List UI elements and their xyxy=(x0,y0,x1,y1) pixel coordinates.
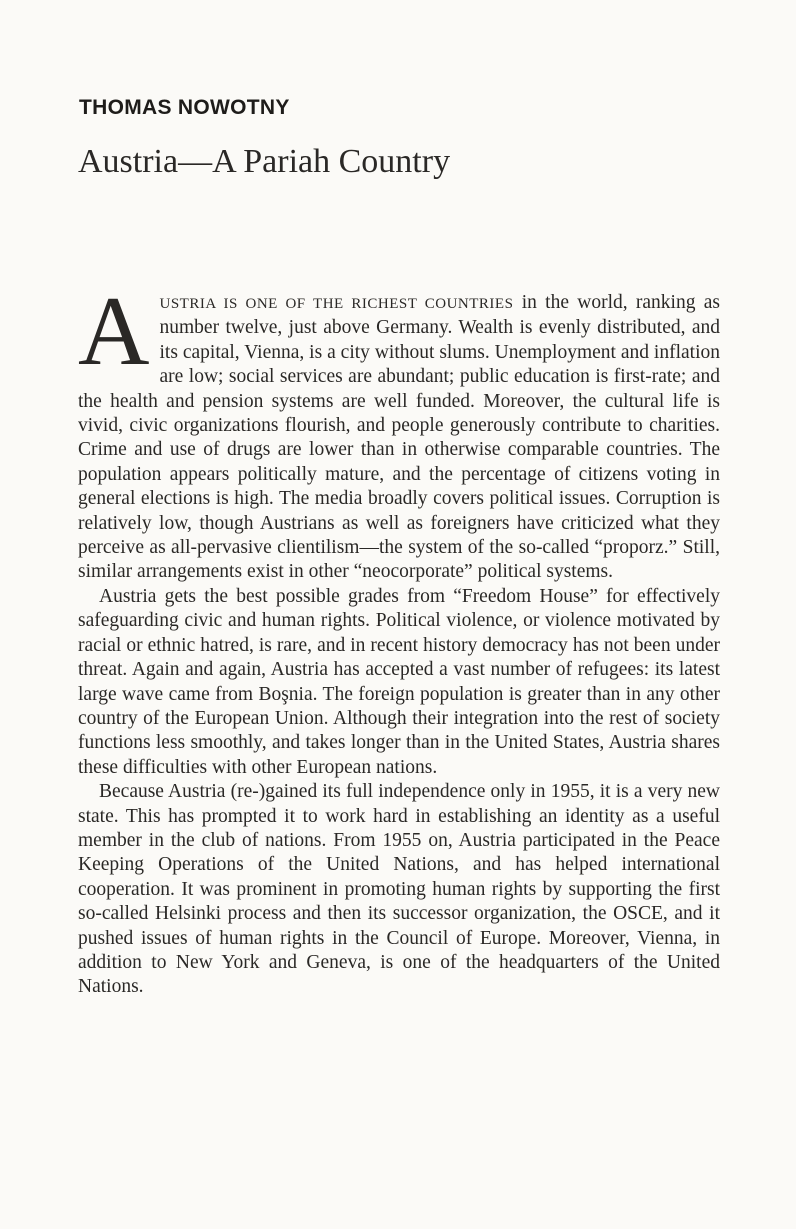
article-title: Austria—A Pariah Country xyxy=(78,143,451,180)
lead-smallcaps: USTRIA IS ONE OF THE RICHEST COUNTRIES xyxy=(159,296,514,312)
paragraph-1 xyxy=(78,277,720,585)
paragraph-2: Austria gets the best possible grades from “Freedom House” for effectively safeguarding civic and human rights. Political violence, or violence motivated by racial or ethnic hatred, is rare, and in recent history democracy has not been under threat. Again and again, Austria has accepted a vast number of refugees: its latest large wave came from Boşnia. The foreign population is greater than in any other country of the European Union. Although their integration into the rest of society functions less smoothly, and takes longer than in the United States, Austria shares these difficulties with other European nations. xyxy=(78,585,720,778)
article-body xyxy=(78,277,720,1000)
author-name: THOMAS NOWOTNY xyxy=(79,96,290,119)
paragraph-1-text: in the world, ranking as number twelve, just above Germany. Wealth is evenly distributed, and its capital, Vienna, is a city without slums. Unemployment and inflation are low; social services are abundant; public education is first-rate; and the health and pension systems are well funded. Moreover, the cultural life is vivid, civic organizations flourish, and people generously contribute to charities. Crime and use of drugs are lower than in otherwise comparable countries. The population appears politically mature, and the percentage of citizens voting in general elections is high. The media broadly covers political issues. Corruption is relatively low, though Austrians as well as foreigners have criticized what they perceive as all-pervasive clientilism—the system of the so-called “proporz.” Still, similar arrangements exist in other “neocorporate” political systems. xyxy=(78,292,720,583)
drop-cap: A xyxy=(78,277,150,386)
paragraph-3: Because Austria (re-)gained its full independence only in 1955, it is a very new state. This has prompted it to work hard in establishing an identity as a useful member in the club of nations. From 1955 on, Austria participated in the Peace Keeping Operations of the United Nations, and has helped international cooperation. It was prominent in promoting human rights by supporting the first so-called Helsinki process and then its successor organization, the OSCE, and it pushed issues of human rights in the Council of Europe. Moreover, Vienna, in addition to New York and Geneva, is one of the headquarters of the United Nations. xyxy=(78,781,720,998)
